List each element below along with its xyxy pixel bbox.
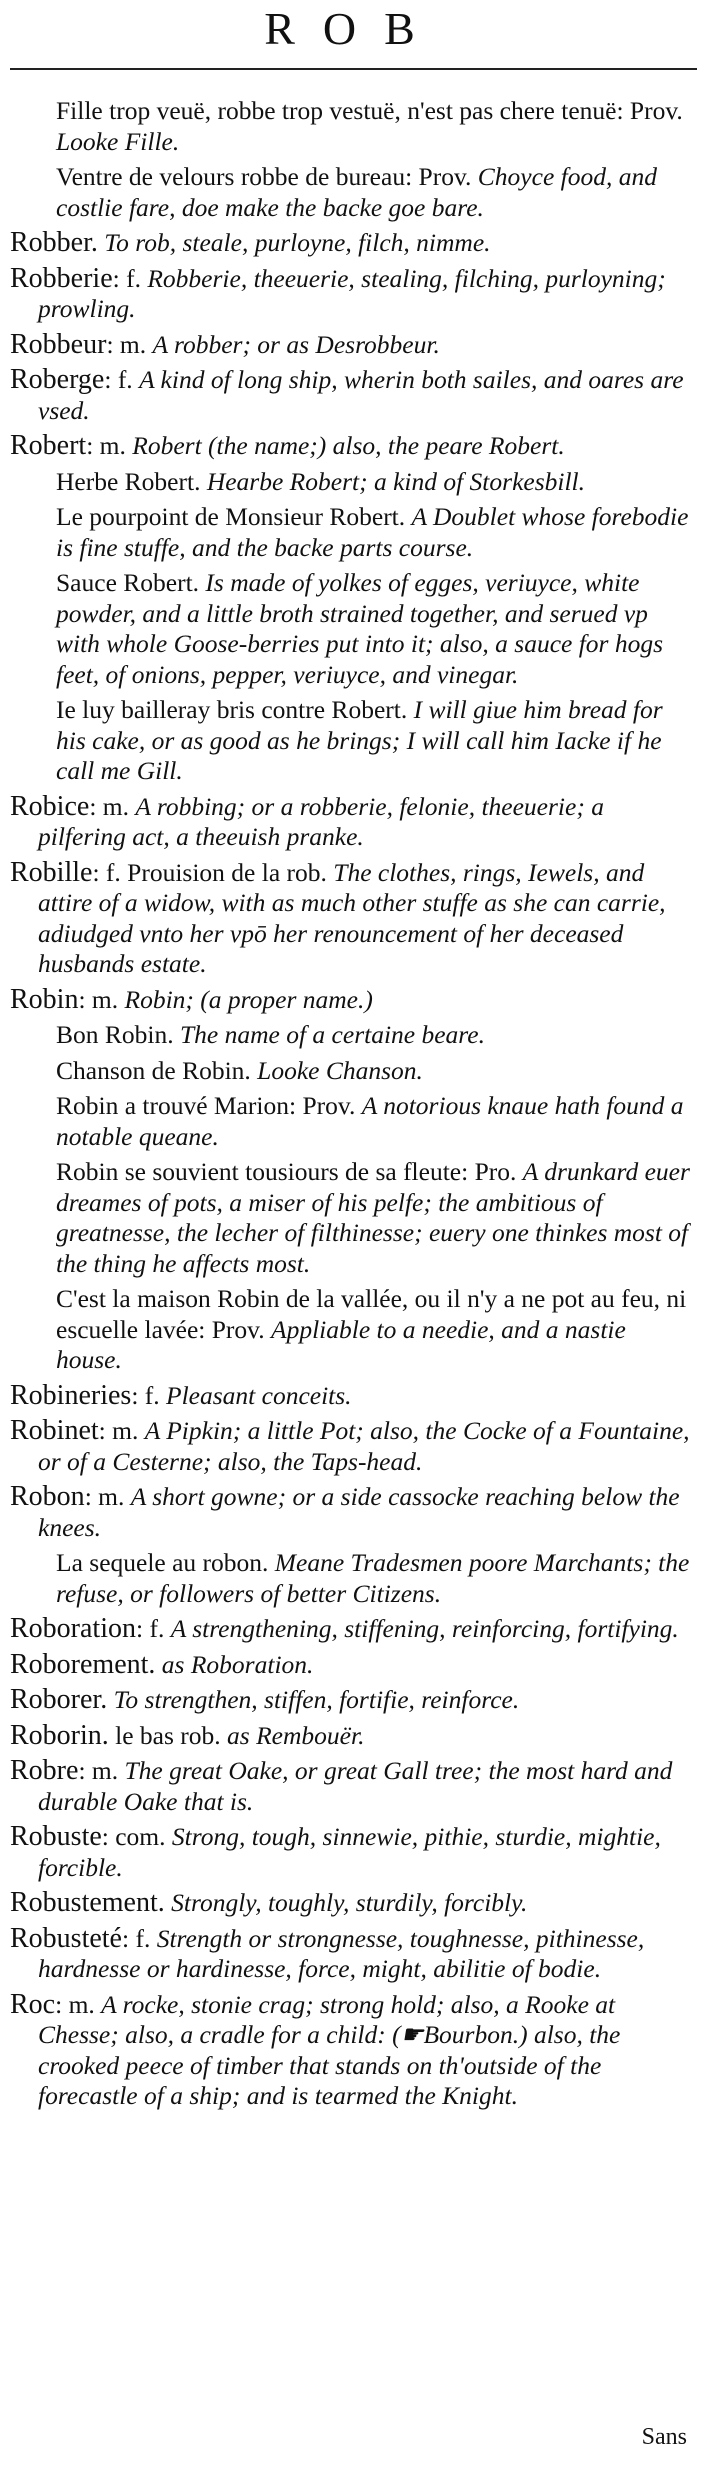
cross-reference: Desrobbeur. bbox=[315, 329, 440, 359]
headword: Robre bbox=[10, 1755, 79, 1786]
sub-entry bbox=[10, 1091, 697, 1152]
english-gloss: Pleasant conceits. bbox=[166, 1380, 352, 1410]
dictionary-entry bbox=[10, 985, 697, 1016]
running-head: ROB bbox=[264, 3, 443, 54]
headword: Robin bbox=[10, 983, 79, 1015]
dictionary-entry bbox=[10, 228, 697, 259]
french-text: : m. bbox=[84, 1482, 131, 1511]
sub-entry bbox=[10, 1548, 697, 1609]
french-text: Ie luy bailleray bris contre Robert. bbox=[56, 695, 414, 724]
french-text: : m. bbox=[78, 984, 125, 1014]
english-gloss: Strongly, toughly, sturdily, forcibly. bbox=[171, 1888, 528, 1917]
headword: Robusteté bbox=[10, 1922, 122, 1954]
english-gloss: To rob, steale, purloyne, filch, nimme. bbox=[104, 228, 491, 257]
english-gloss: A drunkard euer dreames of pots, a miser of his pelfe; the ambitious of greatnesse, the lecher of filthinesse; euery one thinkes most of the thing he affects most. bbox=[56, 1157, 690, 1278]
headword: Robice bbox=[10, 790, 90, 822]
sub-entry bbox=[10, 502, 697, 563]
english-gloss: Hearbe Robert; a kind of Storkesbill. bbox=[206, 466, 586, 496]
english-gloss: A rocke, stonie crag; strong hold; also, a Rooke at Chesse; also, a cradle for a child: (☛Bourbon.) also, the crooked peece of timber that stands on th'outside of the forecastle of a ship; and is tearmed the Knight. bbox=[38, 1989, 621, 2110]
headword: Roborin. bbox=[10, 1719, 109, 1751]
french-text: : m. bbox=[78, 1756, 125, 1785]
english-gloss: Robin; (a proper name.) bbox=[124, 984, 373, 1014]
english-gloss: Strong, tough, sinnewie, pithie, sturdie, mightie, forcible. bbox=[38, 1822, 661, 1882]
english-gloss: as bbox=[227, 1720, 257, 1750]
english-gloss: Looke bbox=[56, 126, 125, 156]
english-gloss: Robberie, theeuerie, stealing, filching, purloyning; prowling. bbox=[38, 263, 666, 323]
cross-reference: Chanson. bbox=[325, 1055, 423, 1085]
french-text: : f. bbox=[136, 1614, 171, 1643]
dictionary-entry bbox=[10, 1990, 697, 2112]
french-text: Robin se souvient tousiours de sa fleute: Pro. bbox=[56, 1157, 523, 1186]
dictionary-entry bbox=[10, 1416, 697, 1477]
french-text: : m. bbox=[86, 431, 133, 460]
sub-entry bbox=[10, 96, 697, 157]
dictionary-entry bbox=[10, 1924, 697, 1985]
sub-entry bbox=[10, 1284, 697, 1376]
dictionary-entry bbox=[10, 431, 697, 462]
french-text: Ventre de velours robbe de bureau: Prov. bbox=[56, 162, 478, 191]
french-text: : m. bbox=[106, 329, 153, 359]
entry-list bbox=[10, 96, 697, 2112]
english-gloss: The clothes, rings, Iewels, and attire of a widow, with as much other stuffe as she can carrie, adiudged vnto her vpō her renouncement of her deceased husbands estate. bbox=[38, 857, 666, 978]
dictionary-entry bbox=[10, 1822, 697, 1883]
french-text: Bon Robin. bbox=[56, 1020, 180, 1049]
headword: Robberie bbox=[10, 262, 113, 294]
sub-entry bbox=[10, 467, 697, 498]
headword: Robineries bbox=[10, 1379, 132, 1411]
english-gloss: Choyce food, and costlie fare, doe make the backe goe bare. bbox=[56, 162, 657, 222]
dictionary-entry bbox=[10, 1381, 697, 1412]
english-gloss: I will giue him bread for his cake, or as good as he brings; I will call him Iacke if he call me Gill. bbox=[56, 695, 663, 785]
sub-entry bbox=[10, 695, 697, 787]
english-gloss: Appliable to a needie, and a nastie house. bbox=[56, 1314, 626, 1374]
english-gloss: To strengthen, stiffen, fortifie, reinforce. bbox=[113, 1685, 520, 1714]
english-gloss: Is made of yolkes of egges, veriuyce, white powder, and a little broth strained together, and serued vp with whole Goose-berries put into it; also, a sauce for hogs feet, of onions, pepper, veriuyce, and vinegar. bbox=[56, 568, 664, 689]
english-gloss: Robert (the name;) also, the peare Robert. bbox=[132, 431, 565, 460]
french-text: : f. bbox=[131, 1380, 167, 1410]
french-text: le bas rob. bbox=[108, 1720, 228, 1750]
english-gloss: The name of a certaine beare. bbox=[179, 1020, 485, 1049]
sub-entry bbox=[10, 568, 697, 690]
english-gloss: A Doublet whose forebodie is fine stuffe, and the backe parts course. bbox=[56, 502, 689, 562]
french-text: : m. bbox=[98, 1416, 145, 1445]
dictionary-entry bbox=[10, 792, 697, 853]
cross-reference: Fille. bbox=[124, 126, 180, 156]
dictionary-entry bbox=[10, 1721, 697, 1752]
french-text: : f. bbox=[112, 263, 148, 293]
dictionary-entry bbox=[10, 264, 697, 325]
headword: Roborer. bbox=[10, 1684, 108, 1715]
dictionary-entry bbox=[10, 858, 697, 980]
headword: Robon bbox=[10, 1481, 85, 1512]
dictionary-entry bbox=[10, 365, 697, 426]
english-gloss: A robber; or as bbox=[152, 329, 316, 359]
sub-entry bbox=[10, 1056, 697, 1087]
dictionary-entry bbox=[10, 1614, 697, 1645]
headword: Robinet bbox=[10, 1415, 99, 1446]
headword: Robber. bbox=[10, 227, 98, 258]
english-gloss: Meane Tradesmen poore Marchants; the refuse, or followers of better Citizens. bbox=[56, 1548, 690, 1608]
headword: Roborement. bbox=[10, 1648, 156, 1680]
cross-reference: Roboration. bbox=[190, 1649, 314, 1679]
french-text: : f. bbox=[104, 365, 140, 394]
english-gloss: as bbox=[161, 1649, 191, 1679]
english-gloss: Strength or strongnesse, toughnesse, pithinesse, hardnesse or hardinesse, force, might, abilitie of bodie. bbox=[38, 1923, 645, 1983]
english-gloss: A notorious knaue hath found a notable queane. bbox=[56, 1091, 684, 1151]
english-gloss: The great Oake, or great Gall tree; the most hard and durable Oake that is. bbox=[38, 1756, 673, 1816]
french-text: Fille trop veuë, robbe trop vestuë, n'est pas chere tenuë: Prov. bbox=[56, 96, 683, 125]
dictionary-entry bbox=[10, 1482, 697, 1543]
headword: Robert bbox=[10, 430, 87, 461]
dictionary-entry bbox=[10, 1756, 697, 1817]
headword: Robustement. bbox=[10, 1887, 165, 1918]
sub-entry bbox=[10, 162, 697, 223]
dictionary-entry bbox=[10, 1888, 697, 1919]
headword: Robbeur bbox=[10, 328, 107, 360]
dictionary-entry bbox=[10, 1650, 697, 1681]
headword: Roc bbox=[10, 1988, 56, 2020]
headword: Roberge bbox=[10, 364, 105, 395]
english-gloss: A robbing; or a robberie, felonie, theeuerie; a pilfering act, a theeuish pranke. bbox=[38, 791, 604, 851]
dictionary-entry bbox=[10, 1685, 697, 1716]
english-gloss: A strengthening, stiffening, reinforcing, fortifying. bbox=[170, 1614, 679, 1643]
french-text: Herbe Robert. bbox=[56, 466, 207, 496]
french-text: : m. bbox=[89, 791, 136, 821]
french-text: : f. Prouision de la rob. bbox=[92, 857, 334, 887]
headword: Roboration bbox=[10, 1613, 136, 1644]
french-text: Chanson de Robin. bbox=[56, 1055, 258, 1085]
headword: Robille bbox=[10, 856, 93, 888]
french-text: Le pourpoint de Monsieur Robert. bbox=[56, 502, 412, 531]
sub-entry bbox=[10, 1157, 697, 1279]
english-gloss: A Pipkin; a little Pot; also, the Cocke of a Fountaine, or of a Cesterne; also, the Taps-head. bbox=[38, 1416, 690, 1476]
english-gloss: Looke bbox=[257, 1055, 326, 1085]
english-gloss: A short gowne; or a side cassocke reaching below the knees. bbox=[38, 1482, 680, 1542]
french-text: : com. bbox=[101, 1822, 172, 1851]
english-gloss: A kind of long ship, wherin both sailes, and oares are vsed. bbox=[38, 365, 684, 425]
headword: Robuste bbox=[10, 1821, 102, 1852]
french-text: C'est la maison Robin de la vallée, ou il n'y a ne pot au feu, ni escuelle lavée: Prov. bbox=[56, 1284, 687, 1344]
french-text: Robin a trouvé Marion: Prov. bbox=[56, 1091, 362, 1120]
french-text: La sequele au robon. bbox=[56, 1548, 275, 1577]
catchword: Sans bbox=[641, 2424, 687, 2450]
french-text: : f. bbox=[122, 1923, 157, 1953]
french-text: : m. bbox=[55, 1989, 102, 2019]
sub-entry bbox=[10, 1020, 697, 1051]
header-rule bbox=[10, 68, 697, 70]
cross-reference: Rembouër. bbox=[256, 1720, 365, 1750]
french-text: Sauce Robert. bbox=[56, 568, 206, 597]
dictionary-entry bbox=[10, 330, 697, 361]
